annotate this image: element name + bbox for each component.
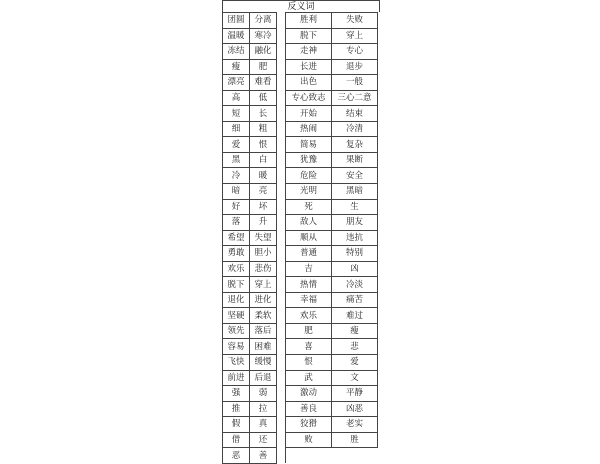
column-gap [277, 432, 286, 448]
word-cell: 团圆 [223, 13, 250, 29]
column-gap [277, 448, 286, 464]
word-cell: 善 [250, 448, 277, 464]
word-cell: 专心致志 [286, 90, 332, 106]
table-title: 反义词 [222, 0, 380, 12]
word-cell: 失败 [332, 13, 378, 29]
word-cell: 落后 [250, 323, 277, 339]
column-gap [277, 75, 286, 91]
word-cell: 冻结 [223, 44, 250, 60]
word-cell: 退步 [332, 59, 378, 75]
column-gap [277, 106, 286, 122]
word-cell: 冷 [223, 168, 250, 184]
column-gap [277, 261, 286, 277]
word-cell: 败 [286, 432, 332, 448]
word-cell: 欢乐 [223, 261, 250, 277]
antonym-table [222, 12, 378, 464]
word-cell: 危险 [286, 168, 332, 184]
word-cell: 寒冷 [250, 28, 277, 44]
word-cell: 违抗 [332, 230, 378, 246]
word-cell: 喜 [286, 339, 332, 355]
word-cell: 前进 [223, 370, 250, 386]
word-cell: 好 [223, 199, 250, 215]
column-gap [277, 386, 286, 402]
word-cell: 后退 [250, 370, 277, 386]
column-gap [277, 28, 286, 44]
word-cell: 退化 [223, 292, 250, 308]
word-cell: 朋友 [332, 215, 378, 231]
word-cell: 平静 [332, 386, 378, 402]
word-cell: 热闹 [286, 121, 332, 137]
column-gap [277, 370, 286, 386]
table-row [223, 59, 378, 75]
word-cell: 脱下 [223, 277, 250, 293]
word-cell: 难过 [332, 308, 378, 324]
word-cell: 肥 [286, 323, 332, 339]
column-gap [277, 168, 286, 184]
table-row [223, 152, 378, 168]
word-cell: 恨 [250, 137, 277, 153]
word-cell [286, 448, 332, 464]
word-cell: 走神 [286, 44, 332, 60]
column-gap [277, 277, 286, 293]
word-cell: 胆小 [250, 246, 277, 262]
word-cell: 白 [250, 152, 277, 168]
word-cell: 勇敢 [223, 246, 250, 262]
word-cell: 升 [250, 215, 277, 231]
table-row [223, 13, 378, 29]
word-cell: 专心 [332, 44, 378, 60]
word-cell: 粗 [250, 121, 277, 137]
word-cell: 低 [250, 90, 277, 106]
column-gap [277, 308, 286, 324]
table-row [223, 339, 378, 355]
table-row [223, 106, 378, 122]
column-gap [277, 44, 286, 60]
word-cell: 亮 [250, 184, 277, 200]
column-gap [277, 215, 286, 231]
word-cell: 穿上 [250, 277, 277, 293]
word-cell: 结束 [332, 106, 378, 122]
word-cell: 细 [223, 121, 250, 137]
table-row [223, 168, 378, 184]
word-cell: 强 [223, 386, 250, 402]
column-gap [277, 137, 286, 153]
word-cell: 穿上 [332, 28, 378, 44]
word-cell: 暖 [250, 168, 277, 184]
word-cell: 坏 [250, 199, 277, 215]
table-row [223, 90, 378, 106]
word-cell: 困难 [250, 339, 277, 355]
word-cell: 分离 [250, 13, 277, 29]
word-cell: 飞快 [223, 355, 250, 371]
word-cell: 缓慢 [250, 355, 277, 371]
table-row [223, 75, 378, 91]
column-gap [277, 401, 286, 417]
word-cell: 领先 [223, 323, 250, 339]
word-cell: 痛苦 [332, 292, 378, 308]
table-row [223, 230, 378, 246]
table-row [223, 432, 378, 448]
column-gap [277, 152, 286, 168]
word-cell: 假 [223, 417, 250, 433]
column-gap [277, 355, 286, 371]
word-cell: 长 [250, 106, 277, 122]
word-cell [332, 448, 378, 464]
word-cell: 恨 [286, 355, 332, 371]
word-cell: 犹豫 [286, 152, 332, 168]
word-cell: 敌人 [286, 215, 332, 231]
word-cell: 高 [223, 90, 250, 106]
word-cell: 死 [286, 199, 332, 215]
word-cell: 黑 [223, 152, 250, 168]
word-cell: 瘦 [332, 323, 378, 339]
word-cell: 胜 [332, 432, 378, 448]
word-cell: 爱 [332, 355, 378, 371]
word-cell: 漂亮 [223, 75, 250, 91]
word-cell: 弱 [250, 386, 277, 402]
word-cell: 暗 [223, 184, 250, 200]
word-cell: 短 [223, 106, 250, 122]
word-cell: 善良 [286, 401, 332, 417]
table-row [223, 246, 378, 262]
word-cell: 难看 [250, 75, 277, 91]
word-cell: 真 [250, 417, 277, 433]
word-cell: 欢乐 [286, 308, 332, 324]
word-cell: 光明 [286, 184, 332, 200]
table-row [223, 448, 378, 464]
word-cell: 激动 [286, 386, 332, 402]
word-cell: 简易 [286, 137, 332, 153]
word-cell: 凶 [332, 261, 378, 277]
word-cell: 推 [223, 401, 250, 417]
word-cell: 恶 [223, 448, 250, 464]
word-cell: 借 [223, 432, 250, 448]
word-cell: 生 [332, 199, 378, 215]
table-row [223, 417, 378, 433]
column-gap [277, 230, 286, 246]
word-cell: 狡猾 [286, 417, 332, 433]
word-cell: 希望 [223, 230, 250, 246]
table-row [223, 386, 378, 402]
word-cell: 拉 [250, 401, 277, 417]
word-cell: 长进 [286, 59, 332, 75]
word-cell: 普通 [286, 246, 332, 262]
word-cell: 肥 [250, 59, 277, 75]
word-cell: 爱 [223, 137, 250, 153]
column-gap [277, 184, 286, 200]
word-cell: 落 [223, 215, 250, 231]
word-cell: 幸福 [286, 292, 332, 308]
table-row [223, 277, 378, 293]
table-row [223, 261, 378, 277]
column-gap [277, 417, 286, 433]
word-cell: 文 [332, 370, 378, 386]
word-cell: 失望 [250, 230, 277, 246]
table-row [223, 401, 378, 417]
word-cell: 武 [286, 370, 332, 386]
word-cell: 安全 [332, 168, 378, 184]
word-cell: 冷清 [332, 121, 378, 137]
column-gap [277, 59, 286, 75]
word-cell: 融化 [250, 44, 277, 60]
word-cell: 凶恶 [332, 401, 378, 417]
table-row [223, 137, 378, 153]
word-cell: 悲 [332, 339, 378, 355]
word-cell: 坚硬 [223, 308, 250, 324]
table-row [223, 308, 378, 324]
word-cell: 冷淡 [332, 277, 378, 293]
table-row [223, 199, 378, 215]
column-gap [277, 199, 286, 215]
word-cell: 还 [250, 432, 277, 448]
word-cell: 温暖 [223, 28, 250, 44]
word-cell: 复杂 [332, 137, 378, 153]
word-cell: 开始 [286, 106, 332, 122]
word-cell: 热情 [286, 277, 332, 293]
word-cell: 吉 [286, 261, 332, 277]
word-cell: 悲伤 [250, 261, 277, 277]
word-cell: 老实 [332, 417, 378, 433]
table-row [223, 370, 378, 386]
word-cell: 一般 [332, 75, 378, 91]
table-row [223, 323, 378, 339]
column-gap [277, 90, 286, 106]
table-row [223, 292, 378, 308]
column-gap [277, 292, 286, 308]
table-row [223, 184, 378, 200]
word-cell: 瘦 [223, 59, 250, 75]
antonym-table-body [223, 13, 378, 464]
table-row [223, 215, 378, 231]
table-row [223, 44, 378, 60]
column-gap [277, 13, 286, 29]
word-cell: 三心二意 [332, 90, 378, 106]
word-cell: 黑暗 [332, 184, 378, 200]
word-cell: 出色 [286, 75, 332, 91]
word-cell: 脱下 [286, 28, 332, 44]
table-row [223, 121, 378, 137]
word-cell: 柔软 [250, 308, 277, 324]
column-gap [277, 121, 286, 137]
column-gap [277, 339, 286, 355]
table-row [223, 28, 378, 44]
word-cell: 胜利 [286, 13, 332, 29]
word-cell: 果断 [332, 152, 378, 168]
table-row [223, 355, 378, 371]
column-gap [277, 246, 286, 262]
word-cell: 容易 [223, 339, 250, 355]
word-cell: 特别 [332, 246, 378, 262]
word-cell: 顺从 [286, 230, 332, 246]
word-cell: 进化 [250, 292, 277, 308]
column-gap [277, 323, 286, 339]
